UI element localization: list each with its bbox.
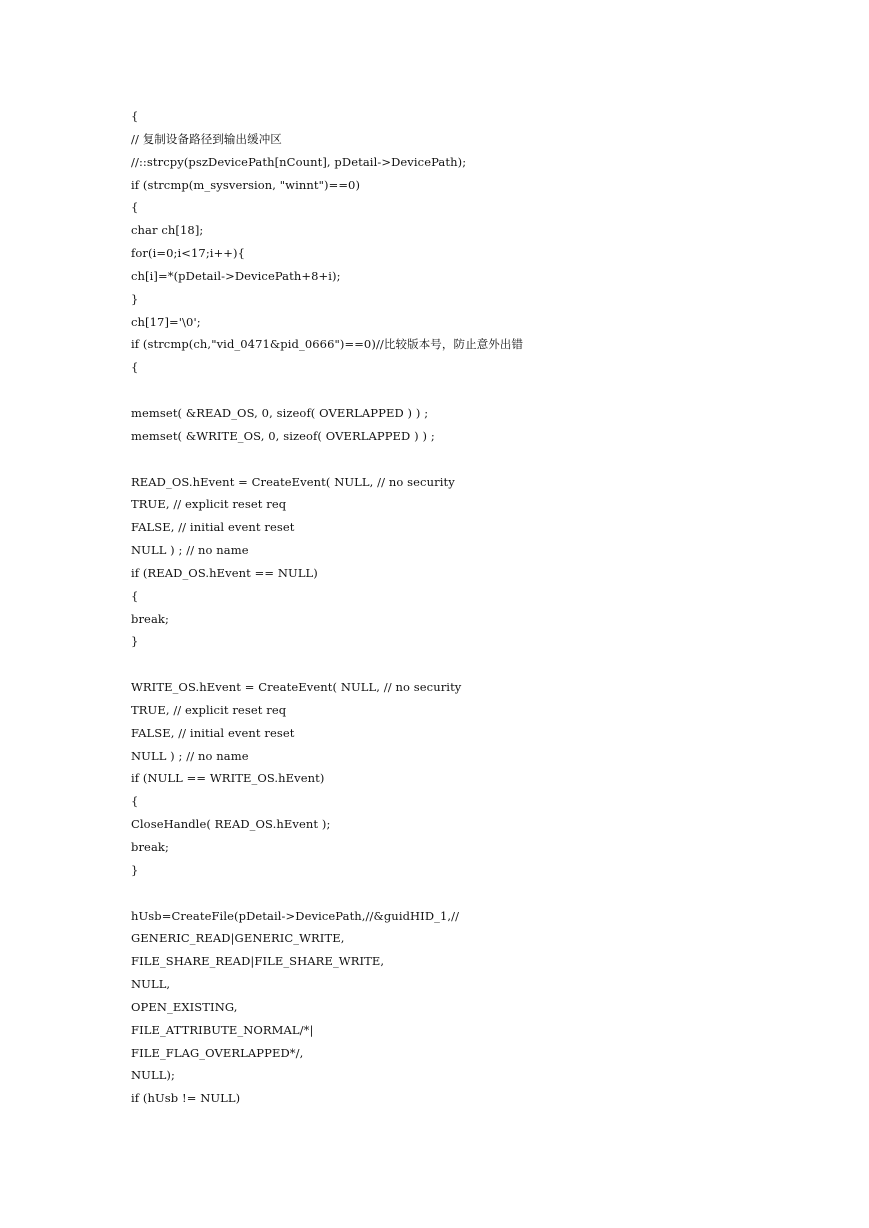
code-line: if (READ_OS.hEvent == NULL) xyxy=(131,565,318,580)
code-line: } xyxy=(131,862,139,877)
code-line: { xyxy=(131,794,139,809)
code-line: break; xyxy=(131,611,169,626)
code-line: ch[17]='\0'; xyxy=(131,314,201,329)
code-line: { xyxy=(131,360,139,375)
code-line xyxy=(131,882,831,905)
code-line: FILE_SHARE_READ|FILE_SHARE_WRITE, xyxy=(131,954,385,969)
code-line: memset( &READ_OS, 0, sizeof( OVERLAPPED ) ) ; xyxy=(131,405,429,420)
code-line: if (hUsb != NULL) xyxy=(131,1091,241,1106)
code-line: hUsb=CreateFile(pDetail->DevicePath,//&guidHID_1,// xyxy=(131,908,460,923)
code-line: if (strcmp(m_sysversion, "winnt")==0) xyxy=(131,177,361,192)
code-line: char ch[18]; xyxy=(131,223,204,238)
code-line: NULL ) ; // no name xyxy=(131,543,249,558)
code-line: { xyxy=(131,200,139,215)
code-line: READ_OS.hEvent = CreateEvent( NULL, // no security xyxy=(131,474,455,489)
code-line: if (NULL == WRITE_OS.hEvent) xyxy=(131,771,325,786)
code-line xyxy=(131,448,831,471)
code-line: FALSE, // initial event reset xyxy=(131,520,295,535)
code-line: FILE_ATTRIBUTE_NORMAL/*| xyxy=(131,1022,314,1037)
code-line xyxy=(131,653,831,676)
code-line: } xyxy=(131,634,139,649)
code-line: FILE_FLAG_OVERLAPPED*/, xyxy=(131,1045,304,1060)
code-line: memset( &WRITE_OS, 0, sizeof( OVERLAPPED ) ) ; xyxy=(131,428,435,443)
code-line: break; xyxy=(131,840,169,854)
code-line: WRITE_OS.hEvent = CreateEvent( NULL, // no security xyxy=(131,680,462,695)
code-line: } xyxy=(131,291,139,306)
code-line: { xyxy=(131,109,139,123)
code-line: NULL); xyxy=(131,1068,175,1083)
code-line: GENERIC_READ|GENERIC_WRITE, xyxy=(131,931,345,946)
code-line: NULL, xyxy=(131,977,171,992)
code-line: TRUE, // explicit reset req xyxy=(131,497,287,512)
code-line: NULL ) ; // no name xyxy=(131,748,249,763)
code-line: //::strcpy(pszDevicePath[nCount], pDetail->DevicePath); xyxy=(131,154,467,169)
code-line: TRUE, // explicit reset req xyxy=(131,702,287,717)
code-line: ch[i]=*(pDetail->DevicePath+8+i); xyxy=(131,268,341,283)
code-line: for(i=0;i<17;i++){ xyxy=(131,246,246,261)
code-line xyxy=(131,379,831,402)
code-line: CloseHandle( READ_OS.hEvent ); xyxy=(131,817,331,832)
code-line: { xyxy=(131,588,139,603)
code-line: FALSE, // initial event reset xyxy=(131,725,295,740)
code-line: // 复制设备路径到输出缓冲区 xyxy=(131,131,282,146)
code-listing xyxy=(131,105,831,1110)
code-line: if (strcmp(ch,"vid_0471&pid_0666")==0)//比较版本号，防止意外出错 xyxy=(131,337,524,352)
code-line: OPEN_EXISTING, xyxy=(131,999,238,1014)
